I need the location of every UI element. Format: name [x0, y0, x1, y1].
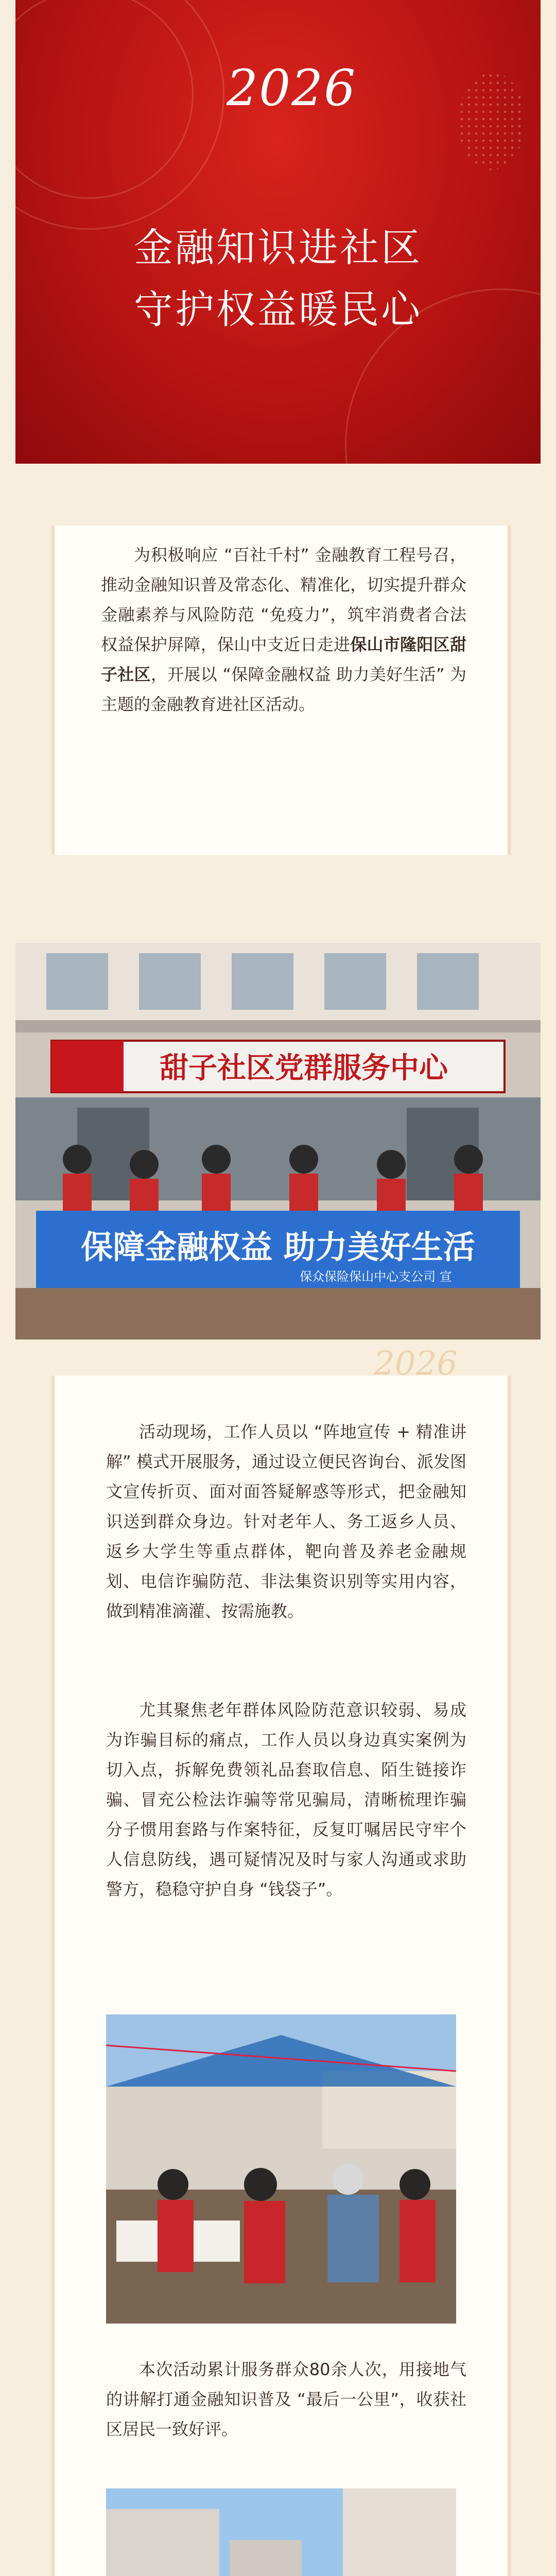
intro-text: 为积极响应 “百社千村” 金融教育工程号召，推动金融知识普及常态化、精准化，切实提升群众金融素养与风险防范 “免疫力”，筑牢消费者合法权益保护屏障，保山中支近日走进 — [101, 545, 466, 654]
decorative-dots — [458, 72, 525, 170]
paragraph-elderly: 尤其聚焦老年群体风险防范意识较弱、易成为诈骗目标的痛点，工作人员以身边真实案例为切入点，拆解免费领礼品套取信息、陌生链接诈骗、冒充公检法诈骗等常见骗局，清晰梳理诈骗分子惯用套路与作案特征，反复叮嘱居民守牢个人信息防线，遇可疑情况及时与家人沟通或求助警方，稳稳守护自身 “钱袋子”。 — [106, 1700, 466, 1899]
banner-subtext: 保众保险保山中心支公司 宣 — [300, 1269, 452, 1284]
hero-banner — [15, 0, 541, 464]
intro-text-end: ，开展以 “保障金融权益 助力美好生活” 为主题的金融教育进社区活动。 — [101, 665, 466, 714]
hero-year: 2026 — [227, 59, 357, 117]
building-sign-text: 甜子社区党群服务中心 — [160, 1052, 448, 1085]
paragraph-activity: 活动现场，工作人员以 “阵地宣传 + 精准讲解” 模式开展服务，通过设立便民咨询台、派发图文宣传折页、面对面答疑解惑等形式，把金融知识送到群众身边。针对老年人、务工返乡人员、返乡大学生等重点群体，靶向普及养老金融规划、电信诈骗防范、非法集资识别等实用内容，做到精准滴灌、按需施教。 — [106, 1422, 466, 1621]
event-photo-explanation — [106, 2488, 456, 2576]
event-photo-consultation — [106, 2014, 456, 2324]
intro-location: 保山市隆阳区甜子社区 — [101, 635, 466, 684]
banner-text: 保障金融权益 助力美好生活 — [81, 1228, 475, 1266]
decorative-year: 2026 — [374, 1345, 458, 1383]
paragraph-summary: 本次活动累计服务群众80余人次，用接地气的讲解打通金融知识普及 “最后一公里”，收获社区居民一致好评。 — [106, 2360, 466, 2439]
intro-paragraph — [101, 540, 466, 719]
hero-title-line1: 金融知识进社区 — [134, 225, 422, 270]
intro-card — [51, 526, 511, 855]
main-card — [51, 1345, 511, 2576]
event-photo-building — [15, 943, 541, 1340]
hero-title-line2: 守护权益暖民心 — [134, 286, 422, 332]
